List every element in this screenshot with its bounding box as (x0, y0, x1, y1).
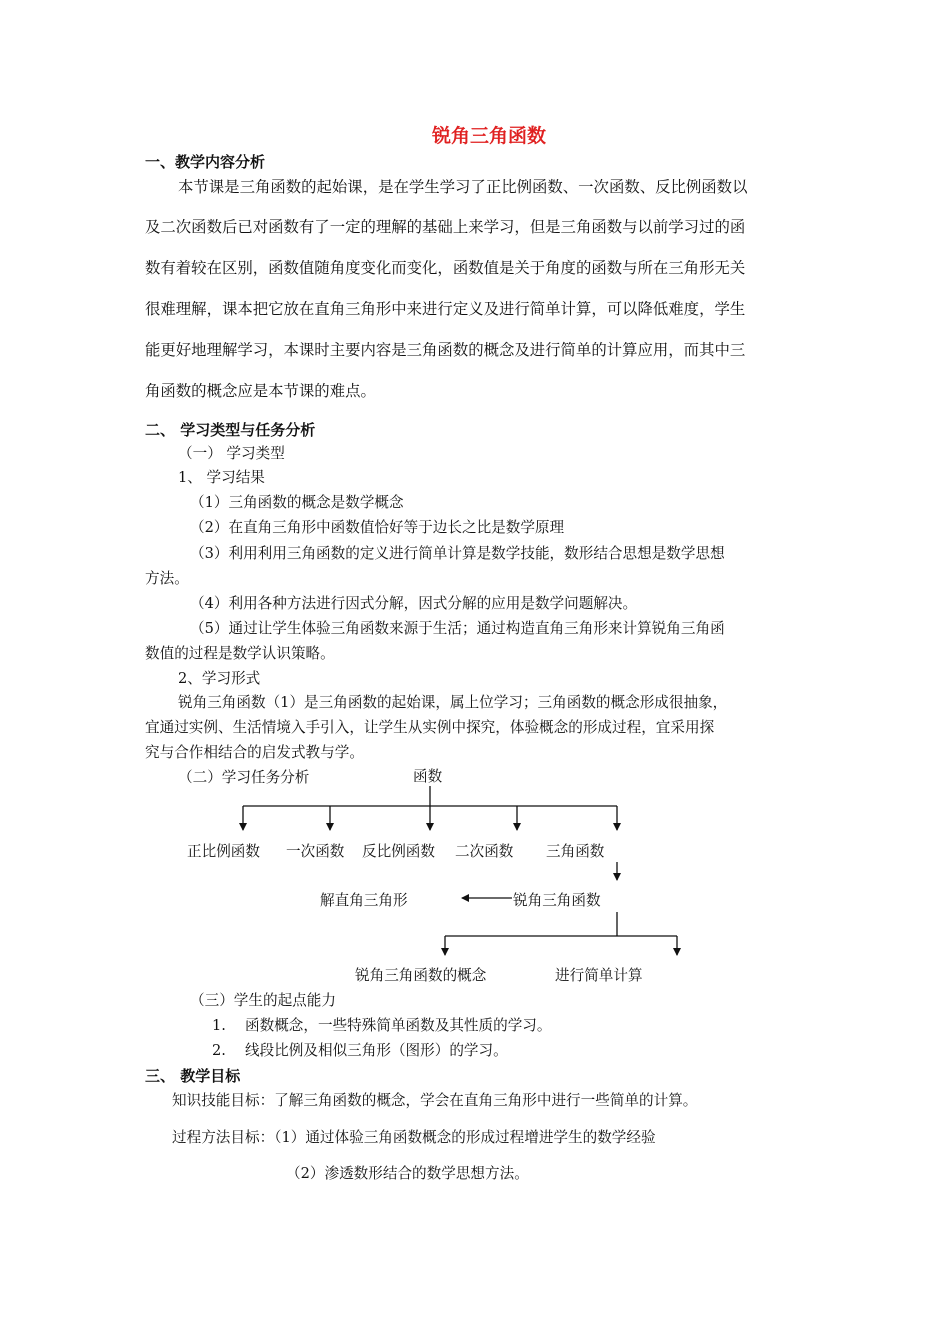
process-objective-1: 过程方法目标：（1）通过体验三角函数概念的形成过程增进学生的数学经验 (172, 1129, 656, 1146)
diagram-node: 锐角三角函数的概念 (355, 967, 487, 984)
diagram-node: 进行简单计算 (555, 967, 643, 984)
diagram-node: 三角函数 (546, 843, 605, 860)
paragraph-line: 数有着较在区别，函数值随角度变化而变化，函数值是关于角度的函数与所在三角形无关 (145, 259, 746, 277)
page-title: 锐角三角函数 (432, 125, 547, 147)
section3-heading: 三、 教学目标 (145, 1067, 241, 1085)
section2-heading: 二、 学习类型与任务分析 (145, 421, 316, 439)
list-item-number: 1. (212, 1017, 226, 1034)
diagram-root: 函数 (413, 768, 443, 785)
list-item: 方法。 (145, 570, 189, 587)
list-item: （4）利用各种方法进行因式分解，因式分解的应用是数学问题解决。 (190, 595, 638, 612)
paragraph-line: 究与合作相结合的启发式教与学。 (145, 744, 364, 761)
diagram-node: 一次函数 (286, 843, 345, 860)
list-item: （3）利用利用三角函数的定义进行简单计算是数学技能，数形结合思想是数学思想 (190, 545, 725, 562)
list-item: （5）通过让学生体验三角函数来源于生活；通过构造直角三角形来计算锐角三角函 (190, 620, 725, 637)
paragraph-line: 宜通过实例、生活情境入手引入，让学生从实例中探究，体验概念的形成过程，宜采用探 (145, 719, 715, 736)
diagram-node: 正比例函数 (187, 843, 260, 860)
learning-form-heading: 2、学习形式 (178, 670, 261, 687)
diagram-node: 二次函数 (455, 843, 514, 860)
diagram-node: 解直角三角形 (320, 892, 408, 909)
list-item: 线段比例及相似三角形（图形）的学习。 (245, 1042, 508, 1059)
diagram-node: 反比例函数 (362, 843, 435, 860)
list-item: 函数概念，一些特殊简单函数及其性质的学习。 (245, 1017, 552, 1034)
paragraph-line: 及二次函数后已对函数有了一定的理解的基础上来学习，但是三角函数与以前学习过的函 (145, 218, 746, 236)
paragraph-line: 能更好地理解学习，本课时主要内容是三角函数的概念及进行简单的计算应用，而其中三 (145, 341, 746, 359)
process-objective-2: （2）渗透数形结合的数学思想方法。 (286, 1165, 529, 1182)
list-item: （1）三角函数的概念是数学概念 (190, 494, 404, 511)
paragraph-line: 锐角三角函数（1）是三角函数的起始课，属上位学习；三角函数的概念形成很抽象， (178, 694, 728, 711)
paragraph-line: 角函数的概念应是本节课的难点。 (145, 382, 376, 400)
list-item: （2）在直角三角形中函数值恰好等于边长之比是数学原理 (190, 519, 565, 536)
learning-type-heading: （一） 学习类型 (178, 445, 285, 462)
starting-ability-heading: （三）学生的起点能力 (190, 992, 336, 1009)
section1-heading: 一、教学内容分析 (145, 153, 266, 171)
diagram-node: 锐角三角函数 (513, 892, 601, 909)
task-analysis-heading: （二）学习任务分析 (178, 769, 310, 786)
list-item-number: 2. (212, 1042, 226, 1059)
list-item: 数值的过程是数学认识策略。 (145, 645, 335, 662)
knowledge-objective: 知识技能目标：了解三角函数的概念，学会在直角三角形中进行一些简单的计算。 (172, 1092, 698, 1109)
learning-results-heading: 1、 学习结果 (178, 469, 265, 486)
paragraph-line: 本节课是三角函数的起始课，是在学生学习了正比例函数、一次函数、反比例函数以 (178, 178, 748, 196)
paragraph-line: 很难理解，课本把它放在直角三角形中来进行定义及进行简单计算，可以降低难度，学生 (145, 300, 746, 318)
